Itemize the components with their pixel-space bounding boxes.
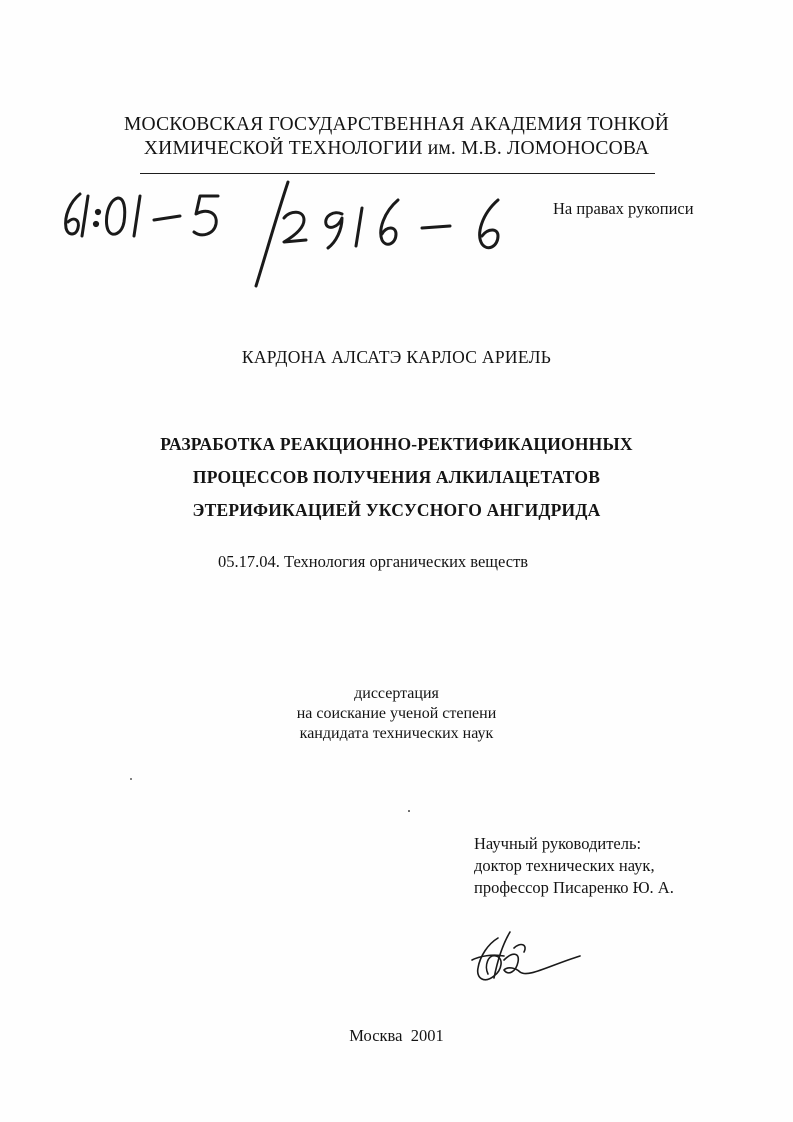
supervisor-line-2: доктор технических наук, bbox=[474, 856, 655, 875]
degree-line-1: диссертация bbox=[354, 685, 439, 702]
specialty-code: 05.17.04. Технология органических веществ bbox=[218, 552, 529, 571]
title-line-2: ПРОЦЕССОВ ПОЛУЧЕНИЯ АЛКИЛАЦЕТАТОВ bbox=[192, 467, 601, 487]
city-and-year: Москва 2001 bbox=[349, 1026, 444, 1045]
title-line-3: ЭТЕРИФИКАЦИЕЙ УКСУСНОГО АНГИДРИДА bbox=[192, 500, 601, 520]
institution-line-1: МОСКОВСКАЯ ГОСУДАРСТВЕННАЯ АКАДЕМИЯ ТОНКОЙ bbox=[124, 114, 669, 135]
scan-speck bbox=[130, 778, 132, 780]
rights-note: На правах рукописи bbox=[553, 199, 694, 218]
institution-header bbox=[0, 113, 793, 161]
degree-line-2: на соискание ученой степени bbox=[296, 705, 497, 722]
header-divider bbox=[140, 173, 655, 174]
supervisor-line-1: Научный руководитель: bbox=[474, 834, 642, 853]
degree-statement bbox=[0, 684, 793, 744]
supervisor-signature bbox=[458, 930, 593, 990]
scan-speck bbox=[408, 810, 410, 812]
handwritten-archive-number bbox=[58, 178, 528, 290]
author-name: КАРДОНА АЛСАТЭ КАРЛОС АРИЕЛЬ bbox=[241, 347, 552, 367]
supervisor-block bbox=[474, 833, 674, 899]
supervisor-line-3: профессор Писаренко Ю. А. bbox=[474, 878, 674, 897]
title-line-1: РАЗРАБОТКА РЕАКЦИОННО-РЕКТИФИКАЦИОННЫХ bbox=[160, 434, 633, 454]
dissertation-title bbox=[0, 428, 793, 527]
institution-line-2: ХИМИЧЕСКОЙ ТЕХНОЛОГИИ им. М.В. ЛОМОНОСОВА bbox=[143, 138, 650, 159]
degree-line-3: кандидата технических наук bbox=[299, 725, 494, 742]
